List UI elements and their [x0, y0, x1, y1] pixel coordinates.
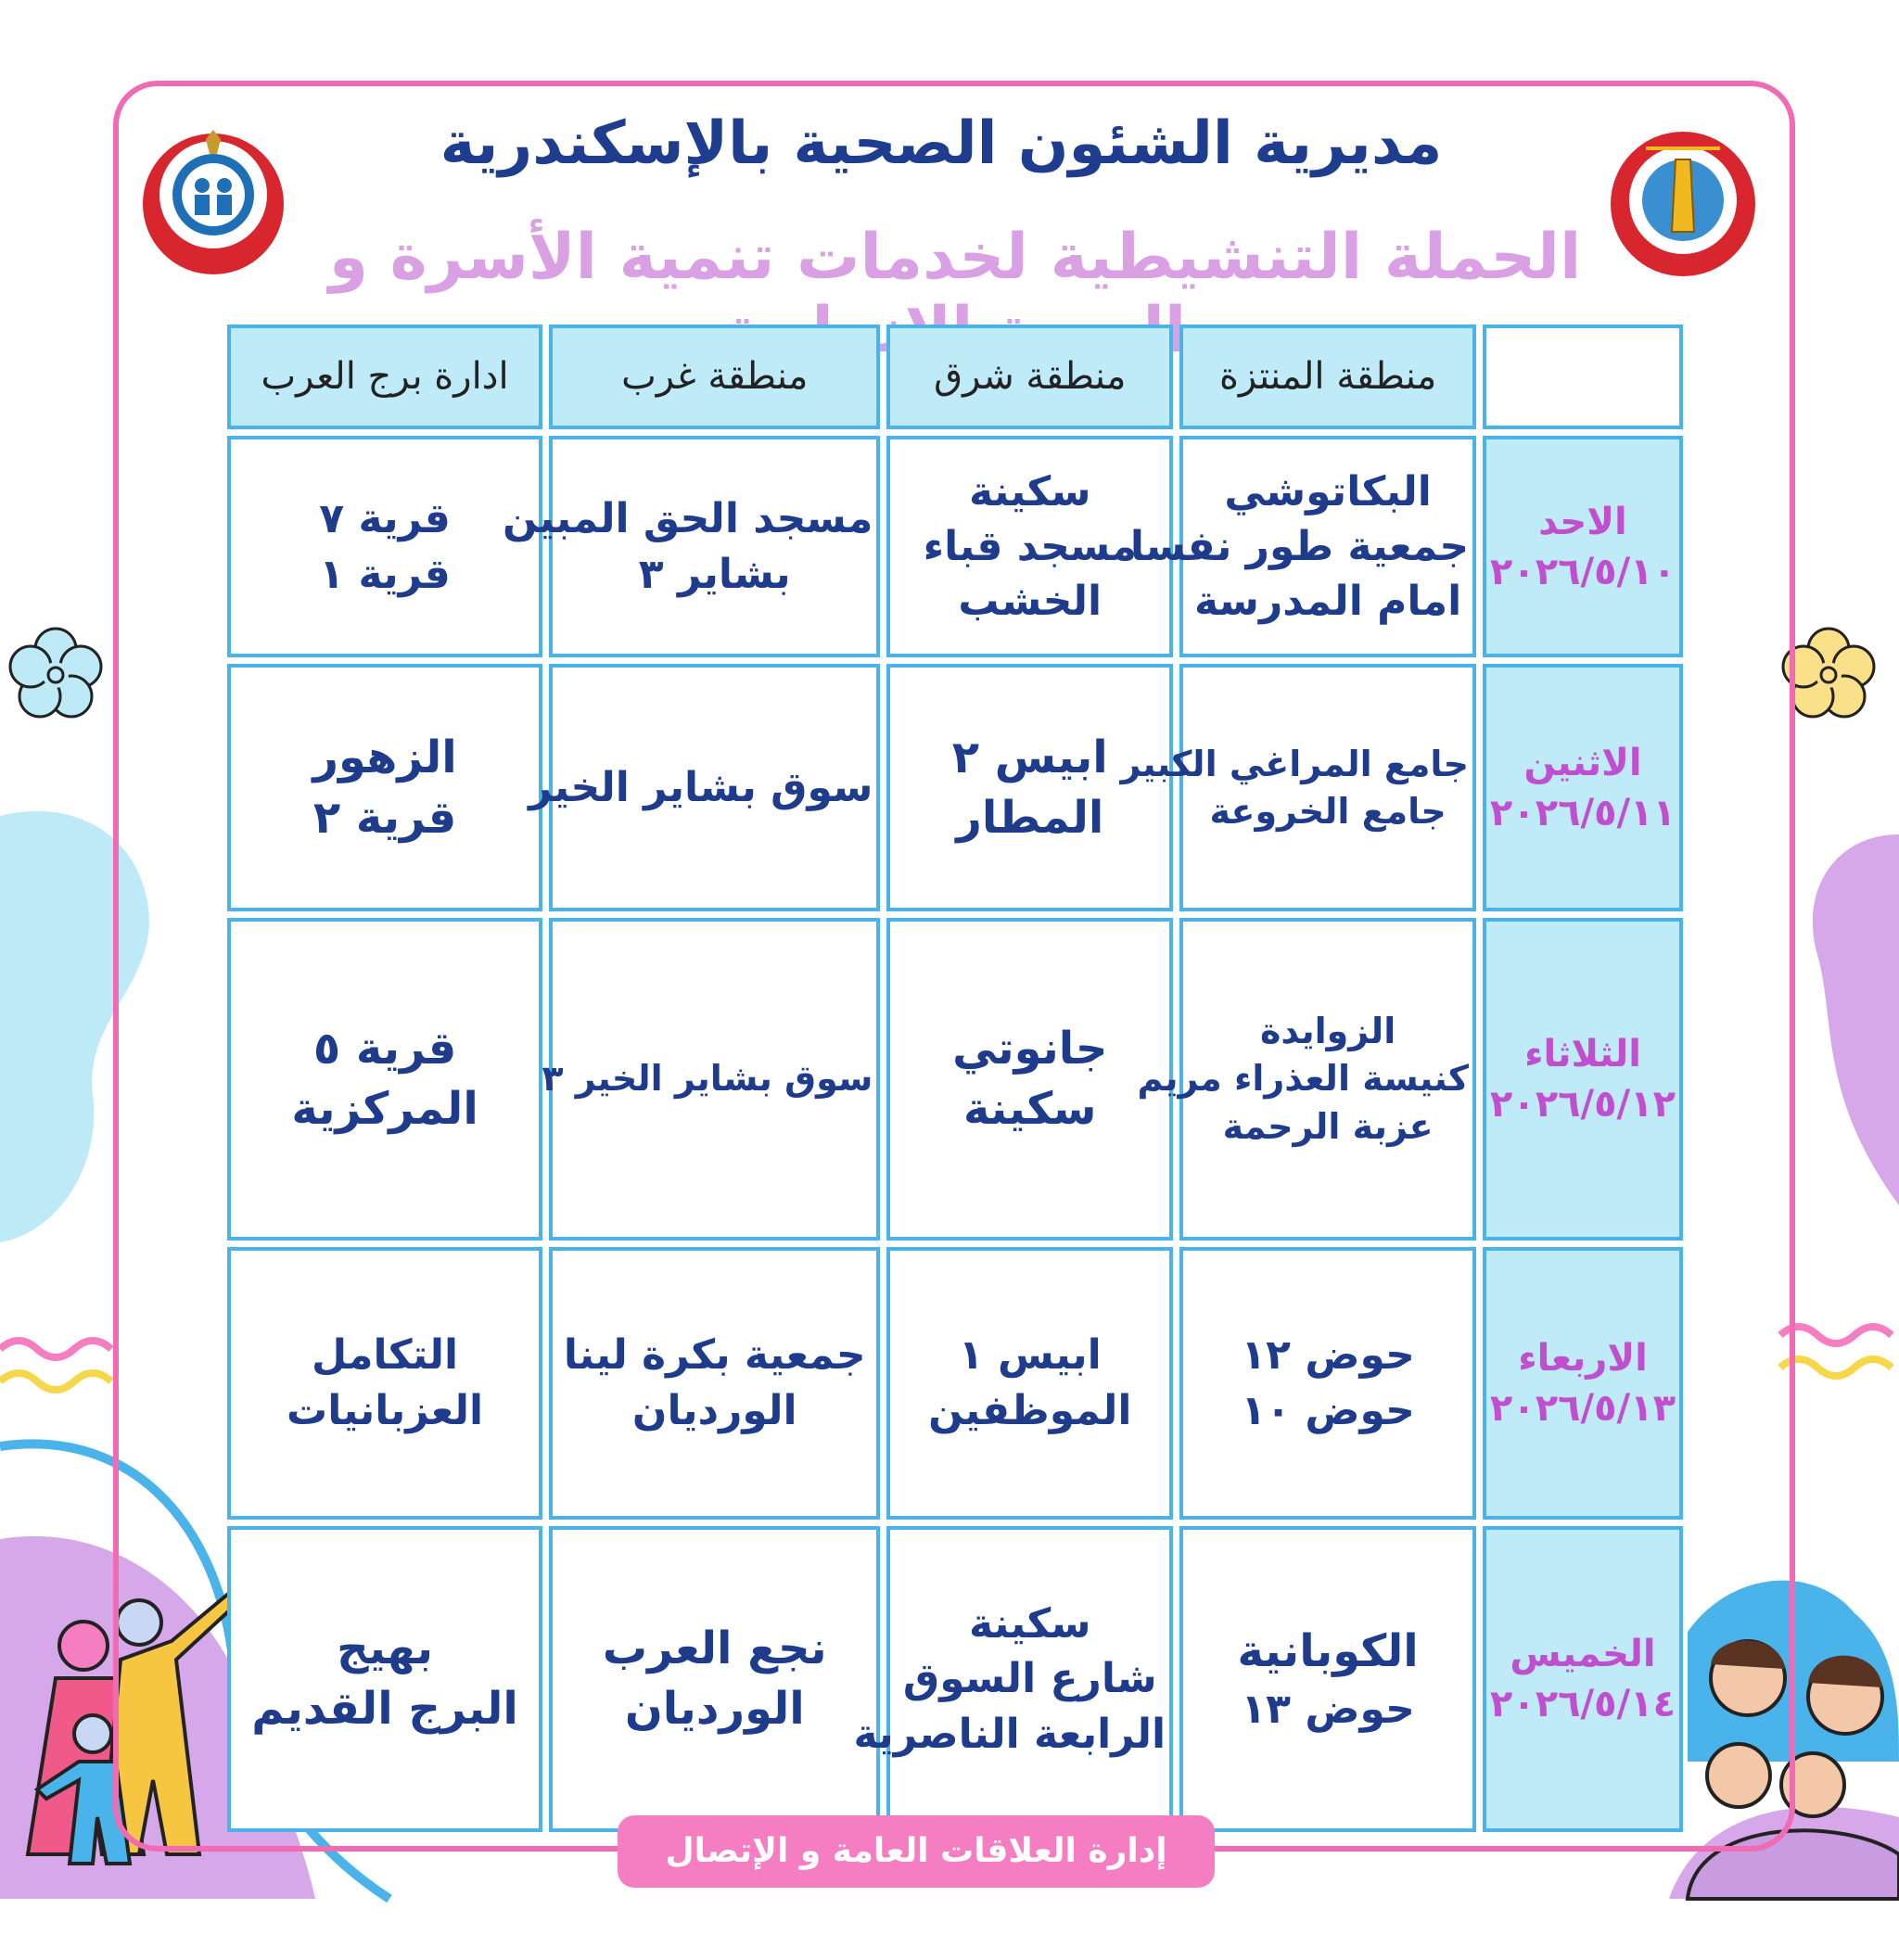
flower-right-icon	[1783, 629, 1874, 717]
cell-line: جمعية بكرة لينا	[563, 1331, 866, 1380]
table-cell	[502, 436, 880, 658]
table-cell	[886, 918, 1173, 1240]
cell-line: البكاتوشي	[1224, 467, 1432, 515]
column-header-east: منطقة شرق	[886, 325, 1173, 429]
cell-line: حوض ١٣	[1241, 1685, 1415, 1733]
yellow-wave-left	[0, 1373, 111, 1390]
table-row	[227, 1247, 1683, 1520]
cell-line: العزبانيات	[287, 1386, 484, 1434]
day-cell	[1483, 1247, 1683, 1520]
day-name: الاثنين	[1523, 741, 1642, 784]
table-cell	[529, 664, 880, 911]
day-name: الاحد	[1538, 500, 1627, 543]
cell-line: البرج القديم	[251, 1682, 518, 1735]
table-cell	[227, 436, 542, 658]
day-cell	[1483, 1526, 1683, 1832]
cell-line: ابيس ١	[958, 1331, 1102, 1380]
table-cell	[549, 1247, 880, 1520]
table-row	[227, 918, 1683, 1240]
pink-wave-right	[1780, 1327, 1892, 1343]
table-row	[227, 436, 1683, 658]
day-name: الثلاثاء	[1524, 1032, 1641, 1075]
day-cell	[1483, 436, 1683, 658]
table-row	[227, 664, 1683, 911]
table-cell	[227, 1526, 542, 1832]
cell-line: الزوايدة	[1259, 1011, 1396, 1052]
cell-line: ابيس ٢	[951, 732, 1108, 784]
cell-line: الرابعة الناصرية	[853, 1710, 1166, 1758]
page-title: مديرية الشئون الصحية بالإسكندرية	[440, 109, 1443, 178]
page-subtitle: الحملة التنشيطية لخدمات تنمية الأسرة و	[328, 221, 1582, 294]
cell-line: عزبة الرحمة	[1222, 1105, 1434, 1147]
day-date: ٢٠٢٦/٥/١٣	[1489, 1386, 1676, 1430]
cell-line: جامع المراغي الكبير	[1120, 743, 1470, 784]
table-cell	[886, 1247, 1173, 1520]
cell-line: حوض ١٢	[1241, 1331, 1415, 1380]
cell-line: امام المدرسة	[1193, 578, 1462, 626]
table-cell	[227, 918, 542, 1240]
day-name: الاربعاء	[1518, 1336, 1648, 1380]
cell-line: المطار	[956, 791, 1104, 844]
table-cell	[542, 918, 880, 1240]
day-date: ٢٠٢٦/٥/١٤	[1489, 1682, 1676, 1725]
pink-wave-left	[0, 1341, 111, 1357]
day-date: ٢٠٢٦/٥/١١	[1489, 791, 1676, 834]
cell-line: جمعية طور نفسا	[1129, 522, 1470, 570]
schedule-table	[221, 318, 1689, 1839]
flower-left-icon	[10, 629, 101, 717]
cell-line: المركزية	[291, 1082, 478, 1135]
cell-line: سوق بشاير الخير	[529, 764, 873, 812]
ministry-of-health-logo	[139, 130, 287, 278]
table-cell	[853, 1526, 1173, 1832]
table-cell	[1179, 1526, 1476, 1832]
cell-line: قرية ٧	[319, 495, 451, 543]
cell-line: حوض ١٠	[1241, 1386, 1415, 1434]
day-cell	[1483, 918, 1683, 1240]
yellow-wave-right	[1780, 1359, 1892, 1376]
cell-line: قرية ٥	[312, 1023, 457, 1075]
cell-line: الموظفين	[928, 1386, 1132, 1434]
cell-line: سكينة	[963, 1082, 1097, 1135]
cell-line: الورديان	[631, 1386, 797, 1434]
footer-banner: إدارة العلاقات العامة و الإتصال السياسي	[618, 1815, 1215, 1888]
table-row	[227, 1526, 1683, 1832]
cell-line: سكينة	[969, 1599, 1091, 1648]
column-header-west: منطقة غرب	[549, 325, 880, 429]
cell-line: الورديان	[624, 1682, 805, 1735]
cell-line: قرية ٢	[312, 791, 457, 844]
table-cell	[1179, 1247, 1476, 1520]
cell-line: قرية ١	[319, 550, 451, 598]
day-date: ٢٠٢٦/٥/١٠	[1489, 550, 1676, 593]
purple-blob-right	[1813, 834, 1899, 1205]
cell-line: نجع العرب	[602, 1623, 827, 1675]
table-cell	[1129, 436, 1476, 658]
cell-line: الزهور	[312, 732, 457, 784]
table-cell	[549, 1526, 880, 1832]
cell-line: سوق بشاير الخير ٣	[542, 1058, 873, 1100]
table-cell	[227, 1247, 542, 1520]
cell-line: جانوتي	[952, 1023, 1108, 1075]
table-cell	[1137, 918, 1476, 1240]
column-header-borg-el-arab: ادارة برج العرب	[227, 325, 542, 429]
cell-line: جامع الخروعة	[1209, 790, 1447, 832]
header-corner-cell	[1483, 325, 1683, 429]
cell-line: مسجد قباء	[923, 522, 1137, 570]
cell-line: بهيج	[337, 1623, 434, 1675]
day-cell	[1483, 664, 1683, 911]
cell-line: كنيسة العذراء مريم	[1137, 1058, 1470, 1100]
cell-line: الكوبانية	[1237, 1624, 1419, 1677]
table-header-row	[227, 325, 1683, 429]
cell-line: مسجد الحق المبين	[502, 495, 873, 543]
cell-line: الخشب	[958, 578, 1102, 626]
column-header-montaza: منطقة المنتزة	[1179, 325, 1476, 429]
cell-line: التكامل	[311, 1331, 459, 1380]
table-cell	[1120, 664, 1476, 911]
table-cell	[886, 664, 1173, 911]
cell-line: سكينة	[969, 467, 1091, 515]
table-cell	[886, 436, 1173, 658]
table-cell	[227, 664, 542, 911]
day-date: ٢٠٢٦/٥/١٢	[1489, 1082, 1676, 1126]
day-name: الخميس	[1510, 1632, 1656, 1675]
cell-line: بشاير ٣	[638, 550, 791, 598]
cell-line: شارع السوق	[902, 1655, 1157, 1703]
